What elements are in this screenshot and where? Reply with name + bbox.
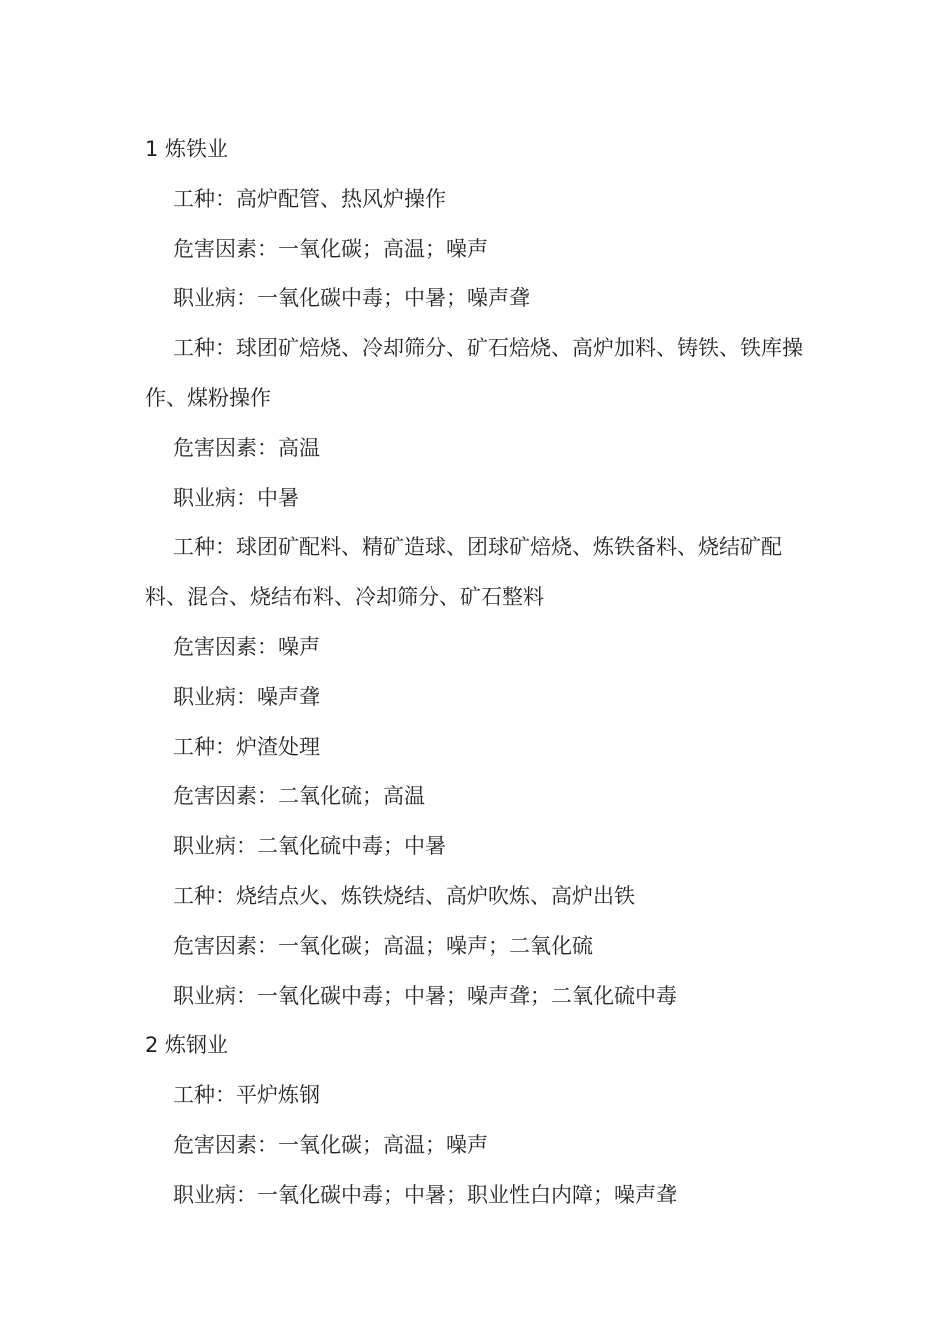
paragraph: 工种：炉渣处理 <box>173 734 320 759</box>
paragraph: 危害因素：一氧化碳；高温；噪声 <box>173 236 488 261</box>
paragraph: 危害因素：一氧化碳；高温；噪声；二氧化硫 <box>173 933 593 958</box>
section-heading-ironmaking: 1 炼铁业 <box>145 137 229 161</box>
paragraph: 危害因素：高温 <box>173 435 320 460</box>
paragraph: 工种：球团矿焙烧、冷却筛分、矿石焙烧、高炉加料、铸铁、铁库操作、煤粉操作 <box>145 336 803 410</box>
paragraph: 危害因素：二氧化硫；高温 <box>173 784 425 809</box>
paragraph: 工种：平炉炼钢 <box>173 1083 320 1108</box>
paragraph: 工种：烧结点火、炼铁烧结、高炉吹炼、高炉出铁 <box>173 883 635 908</box>
paragraph: 危害因素：一氧化碳；高温；噪声 <box>173 1132 488 1157</box>
paragraph: 职业病：中暑 <box>173 485 299 510</box>
paragraph: 职业病：一氧化碳中毒；中暑；职业性白内障；噪声聋 <box>173 1182 677 1207</box>
document-body <box>145 125 803 1221</box>
paragraph: 危害因素：噪声 <box>173 634 320 659</box>
section-heading-steelmaking: 2 炼钢业 <box>145 1033 229 1058</box>
paragraph: 职业病：一氧化碳中毒；中暑；噪声聋 <box>173 286 530 311</box>
paragraph: 职业病：二氧化硫中毒；中暑 <box>173 834 446 859</box>
paragraph: 职业病：噪声聋 <box>173 684 320 709</box>
paragraph: 工种：球团矿配料、精矿造球、团球矿焙烧、炼铁备料、烧结矿配料、混合、烧结布料、冷却筛分、矿石整料 <box>145 535 782 610</box>
paragraph: 工种：高炉配管、热风炉操作 <box>173 186 446 211</box>
paragraph: 职业病：一氧化碳中毒；中暑；噪声聋；二氧化硫中毒 <box>173 983 677 1008</box>
